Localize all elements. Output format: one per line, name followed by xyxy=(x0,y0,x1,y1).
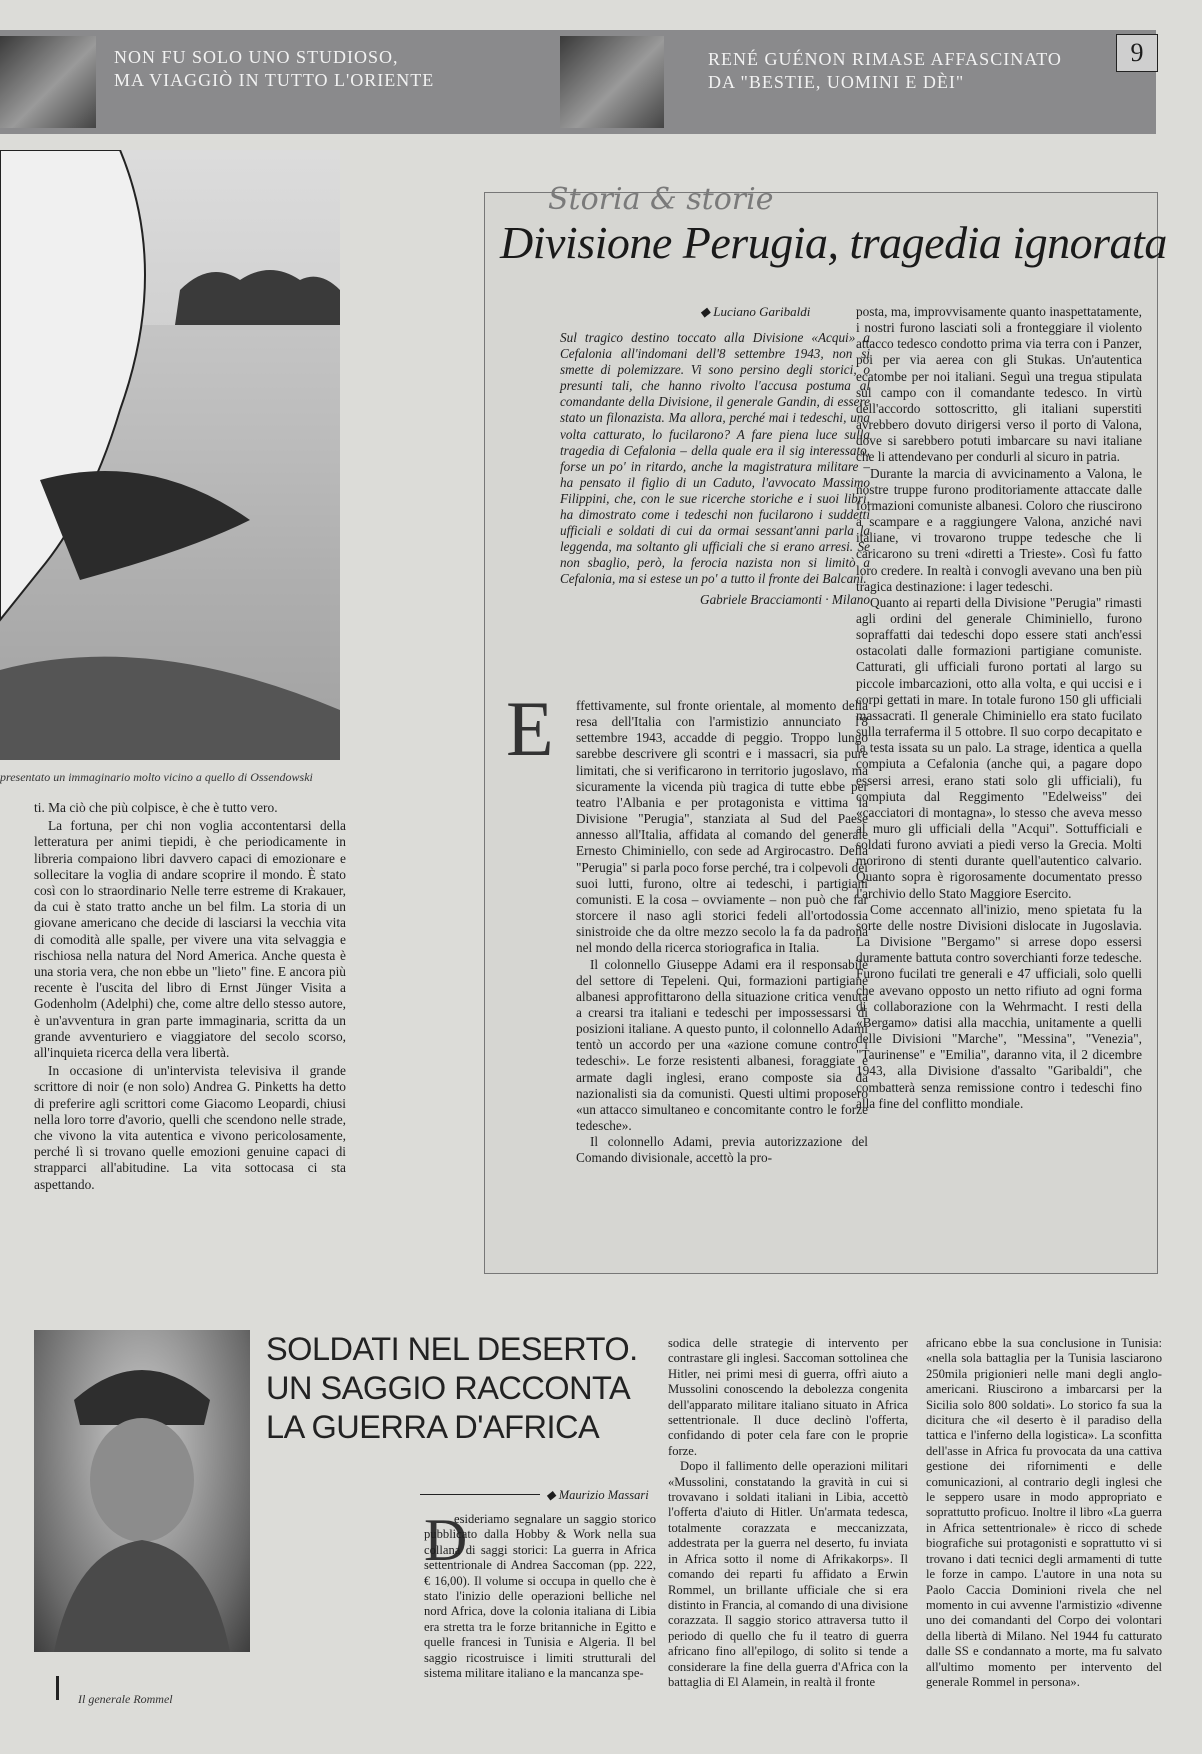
author-rule xyxy=(420,1494,540,1495)
article-column-2 xyxy=(576,698,868,1167)
bottom-paragraph: esideriamo segnalare un saggio storico pubblicato dalla Hobby & Work nella sua collana di saggi storici: La guerra in Africa settentrionale di Andrea Saccoman (pp. 222, € 16,00). Il volume si occupa in quello che è stato l'inizio delle operazioni belliche nel nord Africa, dove la colonia italiana di Libia era stretta tra le forze britanniche in Egitto e quelle francesi in Tunisia e Algeria. Il bel saggio ricostruisce i limiti strutturali del sistema militare italiano e la mancanza spe- xyxy=(424,1512,656,1681)
header-banner xyxy=(0,30,1156,134)
illustration-caption: presentato un immaginario molto vicino a quello di Ossendowski xyxy=(0,770,313,784)
bottom-column-2 xyxy=(668,1336,908,1690)
right-header-line-1: RENÉ GUÉNON RIMASE AFFASCINATO xyxy=(708,49,1062,69)
guenon-portrait-photo xyxy=(560,36,664,128)
article-paragraph: ffettivamente, sul fronte orientale, al momento della resa dell'Italia con l'armistizio annunciato l'8 settembre 1943, accadde di peggio. Troppo lungo sarebbe descrivere gli scontri e i massacri, sia pure limitati, che si verificarono in territorio jugoslavo, ma sicuramente la vicenda più tragica di tutte ebbe per teatro l'Albania e per protagonista e vittima la Divisione "Perugia", stanziata al Sud del Paese annesso all'Italia, affidata al comando del generale Ernesto Chiminiello, con sede ad Argirocastro. Della "Perugia" si parla poco forse perché, tra i colpevoli dei suoi lutti, furono, oltre ai tedeschi, i partigiani comunisti. E la cosa – ovviamente – non può che far storcere il naso agli storici fedeli all'ortodossia sinistroide che da oltre mezzo secolo la fa da padrona nel mondo della ricerca storiografica in Italia. xyxy=(576,698,868,956)
article-paragraph: posta, ma, improvvisamente quanto inaspettatamente, i nostri furono lasciati soli a fronteggiare il violento attacco tedesco condotto prima via terra con i Panzer, poi per via aerea con gli Stukas. Un'autentica ecatombe per noi italiani. Seguì una tregua stipulata sul campo con il comandante tedesco. In virtù dell'accordo sottoscritto, gli italiani superstiti avrebbero dovuto dirigersi verso il porto di Valona, dove si sarebbero potuti imbarcare su navi italiane che li attendevano per condurli al sicuro in patria. xyxy=(856,304,1142,465)
right-header-line-2: DA "BESTIE, UOMINI E DÈI" xyxy=(708,72,965,92)
drop-cap: E xyxy=(506,685,554,772)
reader-letter-signature: Gabriele Bracciamonti · Milano xyxy=(700,591,870,607)
left-header-headline xyxy=(114,46,434,92)
bottom-drop-cap: D xyxy=(424,1507,468,1573)
beach-illustration xyxy=(0,150,340,760)
left-header-line-1: NON FU SOLO UNO STUDIOSO, xyxy=(114,47,399,67)
left-paragraph: In occasione di un'intervista televisiva il grande scrittore di noir (e non solo) Andrea G. Pinketts ha detto di preferire agli scrittori come Giacomo Leopardi, chiusi nella loro torre d'avorio, quelli che scendono nelle strade, che vivono la vita autentica e vivono pericolosamente, perché lì si trovano quelle emozioni genuine capaci di strapparci all'abitudine. La vita sottocasa ci sta aspettando. xyxy=(34,1063,346,1192)
article-paragraph: Quanto ai reparti della Divisione "Perugia" rimasti agli ordini del generale Chiminiello, furono sopraffatti dai tedeschi dopo essere stati anch'essi ostacolati dalle formazioni partigiane comuniste. Catturati, gli ufficiali furono portati al largo su piccole imbarcazioni, otto alla volta, e qui uccisi e i corpi gettati in mare. In totale furono 150 gli ufficiali massacrati. Il generale Chiminiello era stato fucilato sulla terraferma il 5 ottobre. Il suo corpo decapitato e la testa issata su un palo. La strage, identica a quella compiuta a Cefalonia (anche qui, a pagare dopo essersi arresi, erano stati solo gli ufficiali), fu compiuta dal Reggimento "Edelweiss" dei «cacciatori di montagna», lo stesso che aveva messo al muro gli ufficiali della "Acqui". Sottufficiali e soldati furono avviati a piedi verso la Grecia. Molti morirono di stenti durante quell'autentico calvario. Quanto sopra è rigorosamente documentato presso l'archivio dello Stato Maggiore Esercito. xyxy=(856,594,1142,901)
bottom-paragraph: africano ebbe la sua conclusione in Tunisia: «nella sola battaglia per la Tunisia lasciarono 250mila prigionieri nelle mani degli anglo-americani. Riuscirono a imbarcarsi per la Sicilia solo 800 soldati». Lo storico fa sua la dicitura che «il deserto è il paradiso della tattica e l'inferno della logistica». La sconfitta dell'asse in Africa fu provocata da una cattiva gestione dei rifornimenti e delle comunicazioni, al contrario degli inglesi che le seppero usare in modo appropriato e soprattutto proficuo. Inoltre il libro «La guerra in Africa settentrionale» è ricco di schede biografiche sui protagonisti e soprattutto vi si trovano i dati tecnici degli armamenti di tutte le forze in campo. L'autore in una nota su Paolo Caccia Dominioni rivela che nel momento in cui avvenne l'armistizio «divenne uno dei comandanti del Corpo dei volontari della libertà di Milano. Nel 1944 fu catturato dalle SS e condannato a morte, ma fu salvato all'ultimo momento per intervento del generale Rommel in persona». xyxy=(926,1336,1162,1689)
rommel-photo xyxy=(34,1330,250,1652)
bottom-column-1 xyxy=(424,1507,656,1681)
article-author-name: Luciano Garibaldi xyxy=(713,304,811,319)
bottom-author: ◆ Maurizio Massari xyxy=(546,1488,649,1502)
illustration-drawing xyxy=(0,150,340,760)
section-kicker: Storia & storie xyxy=(548,182,774,217)
article-author: ◆ Luciano Garibaldi xyxy=(700,304,811,319)
left-paragraph: La fortuna, per chi non voglia accontentarsi della letteratura per animi tiepidi, è che periodicamente in libreria compaiono libri davvero capaci di emozionare e sollecitare la voglia di andare scoprire il mondo. È stato così con lo straordinario Nelle terre estreme di Krakauer, da cui è stato tratto anche un bel film. La storia di un giovane americano che decide di lasciarsi la vecchia vita di comodità alle spalle, per vivere una vita selvaggia e rischiosa nella natura del Nord America. Anche questa è una storia vera, che non ebbe un "lieto" fine. E ancora più recente è l'uscita del libro di Ernst Jünger Visita a Godenholm (Adelphi) che, come altre dello stesso autore, è un'avventura in gran parte immaginaria, scritta da un grande avventuriero e viaggiatore del secolo scorso, all'inquieta ricerca della vera libertà. xyxy=(34,818,346,1061)
article-paragraph: Il colonnello Adami, previa autorizzazione del Comando divisionale, accettò la pro- xyxy=(576,1134,868,1166)
bottom-headline-line-3: LA GUERRA D'AFRICA xyxy=(266,1409,600,1445)
article-paragraph: Il colonnello Giuseppe Adami era il responsabile del settore di Tepeleni. Qui, formazioni partigiane albanesi approfittarono della situazione critica venuta a crearsi tra italiani e tedeschi per impossessarsi di posizioni italiane. A questo punto, il colonnello Adami tentò un accordo per una «azione comune contro i tedeschi». Le forze resistenti albanesi, foraggiate e armate dagli inglesi, erano composte sia da nazionalisti sia da comunisti. Questi ultimi proposero «un attacco simultaneo e concomitante contro le forze tedesche». xyxy=(576,956,868,1134)
bottom-column-3 xyxy=(926,1336,1162,1690)
reader-letter xyxy=(560,330,870,608)
bottom-headline-line-1: SOLDATI NEL DESERTO. xyxy=(266,1331,638,1367)
caption-mark xyxy=(56,1676,59,1700)
article-paragraph: Come accennato all'inizio, meno spietata fu la sorte delle nostre Divisioni dislocate in Jugoslavia. La Divisione "Bergamo" si arrese dopo essersi duramente battuta contro soverchianti forze tedesche. Furono fucilati tre generali e 47 ufficiali, solo quelli che avevano opposto un netto rifiuto ad ogni forma di collaborazione con la Wehrmacht. I resti della «Bergamo» datisi alla macchia, unitamente a quelli delle Divisioni "Marche", "Messina", "Venezia", "Taurinense" e "Emilia", daranno vita, il 2 dicembre 1943, alla Divisione d'assalto "Garibaldi", che combatterà senza remissione contro i tedeschi fino alla fine del conflitto mondiale. xyxy=(856,901,1142,1111)
bottom-headline-line-2: UN SAGGIO RACCONTA xyxy=(266,1370,631,1406)
bottom-author-name: Maurizio Massari xyxy=(558,1488,649,1502)
bottom-paragraph: Dopo il fallimento delle operazioni militari «Mussolini, constatando la gravità in cui si trovavano i soldati italiani in Libia, accettò l'offerta d'aiuto di Hitler. Un'armata tedesca, totalmente corazzata e meccanizzata, addestrata per la guerra nel deserto, fu inviata in Africa sotto il nome di Afrikakorps». Il comando dei reparti fu affidato a Erwin Rommel, un brillante ufficiale che si era distinto in Francia, al comando di una divisione corazzata. Il saggio storico attraversa tutto il periodo di quello che fu il teatro di guerra africano fino all'epilogo, di solito si tende a considerare la fine della guerra d'Africa con la battaglia di El Alamein, in realtà il fronte xyxy=(668,1459,908,1689)
left-paragraph: ti. Ma ciò che più colpisce, è che è tutto vero. xyxy=(34,800,278,815)
article-column-3 xyxy=(856,304,1142,1112)
right-header-headline xyxy=(708,48,1062,94)
author-portrait-photo xyxy=(0,36,96,128)
bottom-headline xyxy=(266,1330,666,1447)
reader-letter-text: Sul tragico destino toccato alla Divisione «Acqui» a Cefalonia all'indomani dell'8 settembre 1943, non si smette di polemizzare. Vi sono persino degli storici, o presunti tali, che hanno rivolto l'accusa postuma al comandante della Divisione, il generale Gandin, di essere stato un filonazista. Ma allora, perché mai i tedeschi, una volta catturato, lo fucilarono? A fare piena luce sulla tragedia di Cefalonia – della quale era il sig interessato, forse un po' in ritardo, anche la magistratura militare – ha pensato il figlio di un Caduto, l'avvocato Massimo Filippini, che, con le sue ricerche storiche e i suoi libri, ha dimostrato come i tedeschi non fucilarono i suddetti ufficiali e soldati di cui da ormai sessant'anni parla la leggenda, ma soltanto gli ufficiali che si erano arresi. Se non sbaglio, però, la ferocia nazista non si limitò a Cefalonia, ma si estese un po' a tutto il fronte dei Balcani. xyxy=(560,330,870,587)
photo-caption: Il generale Rommel xyxy=(78,1692,173,1706)
page-number: 9 xyxy=(1116,34,1158,72)
left-column-text xyxy=(34,800,346,1195)
bottom-paragraph: sodica delle strategie di intervento per contrastare gli inglesi. Saccoman sottolinea che Hitler, nei primi mesi di guerra, offrì aiuto a Mussolini conoscendo la debolezza congenita dell'apparato militare italiano situato in Africa settentrionale. Il duce declinò l'offerta, confidando di poter cela fare con le proprie forze. xyxy=(668,1336,908,1458)
article-paragraph: Durante la marcia di avvicinamento a Valona, le nostre truppe furono proditoriamente attaccate dalle formazioni comuniste albanesi. Coloro che riuscirono a scampare e a raggiungere Valona, anziché navi italiane, vi trovarono truppe tedesche che li caricarono su treni «diretti a Trieste». Così fu fatto loro credere. In realtà i convogli avevano una ben più tragica destinazione: i lager tedeschi. xyxy=(856,465,1142,594)
article-title: Divisione Perugia, tragedia ignorata xyxy=(500,217,1167,268)
rommel-portrait-drawing xyxy=(34,1330,250,1652)
left-header-line-2: MA VIAGGIÒ IN TUTTO L'ORIENTE xyxy=(114,70,435,90)
